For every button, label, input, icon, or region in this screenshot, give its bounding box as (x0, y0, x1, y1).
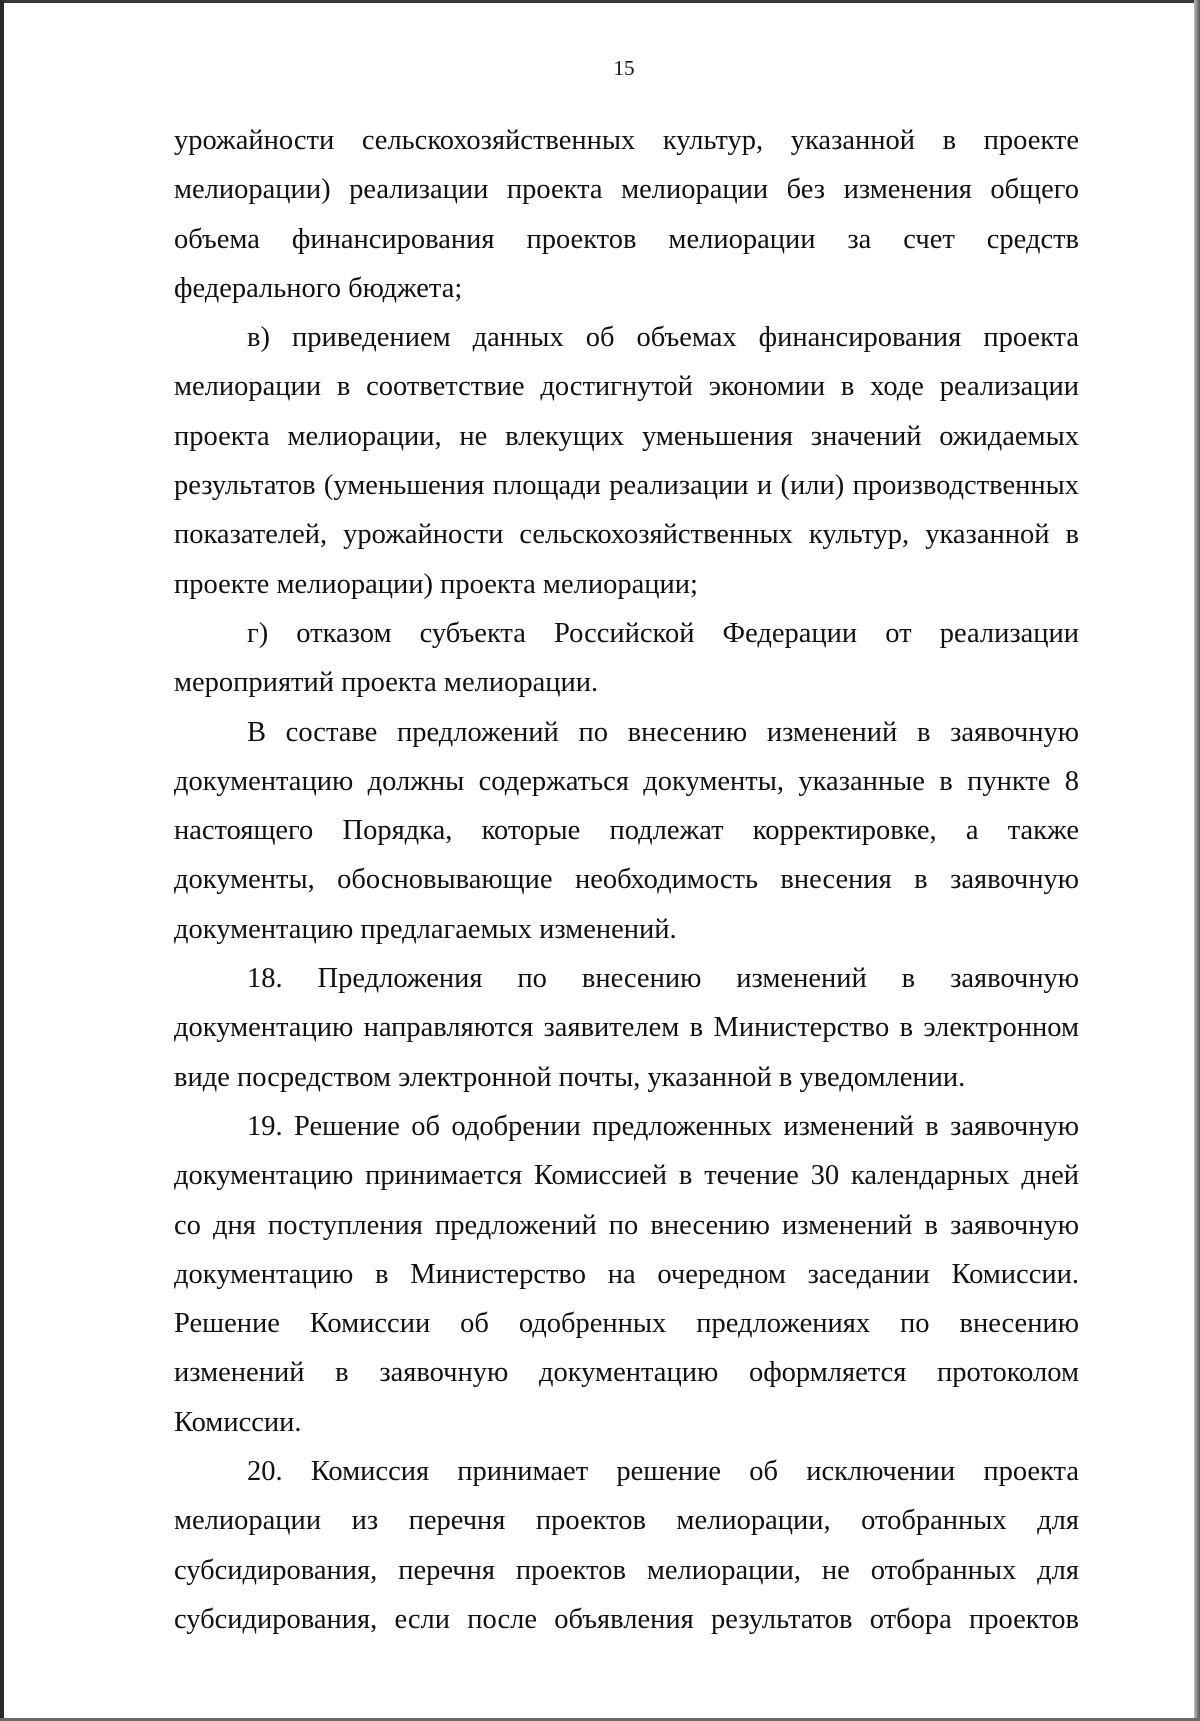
paragraph-continuation: урожайности сельскохозяйственных культур, указанной в проекте мелиорации) реализации проекта мелиорации без изменения общего объема финансирования проектов мелиорации за счет средств федерального бюджета; (174, 125, 1079, 304)
scan-border-top (0, 0, 1200, 3)
scan-border-right (1194, 0, 1200, 1721)
paragraph-item-v: в) приведением данных об объемах финансирования проекта мелиорации в соответствие достигнутой экономии в ходе реализации проекта мелиорации, не влекущих уменьшения значений ожидаемых результатов (уменьшения площади реализации и (или) производственных показателей, урожайности сельскохозяйственных культур, указанной в проекте мелиорации) проекта мелиорации; (174, 322, 1079, 600)
page-number: 15 (613, 56, 635, 80)
paragraph-clause-19: 19. Решение об одобрении предложенных изменений в заявочную документацию принимается Комиссией в течение 30 календарных дней со дня поступления предложений по внесению изменений в заявочную документацию в Министерство на очередном заседании Комиссии. Решение Комиссии об одобренных предложениях по внесению изменений в заявочную документацию оформляется протоколом Комиссии. (174, 1110, 1079, 1438)
paragraph-clause-20: 20. Комиссия принимает решение об исключении проекта мелиорации из перечня проектов мелиорации, отобранных для субсидирования, перечня проектов мелиорации, не отобранных для субсидирования, если после объявления результатов отбора проектов (174, 1456, 1079, 1635)
paragraph-proposals-composition: В составе предложений по внесению изменений в заявочную документацию должны содержаться документы, указанные в пункте 8 настоящего Порядка, которые подлежат корректировке, а также документы, обосновывающие необходимость внесения в заявочную документацию предлагаемых изменений. (174, 716, 1079, 945)
paragraph-item-g: г) отказом субъекта Российской Федерации от реализации мероприятий проекта мелиорации. (174, 617, 1079, 699)
document-body (174, 116, 1079, 1644)
paragraph-clause-18: 18. Предложения по внесению изменений в заявочную документацию направляются заявителем в Министерство в электронном виде посредством электронной почты, указанной в уведомлении. (174, 963, 1079, 1093)
scan-border-left (0, 0, 4, 1721)
